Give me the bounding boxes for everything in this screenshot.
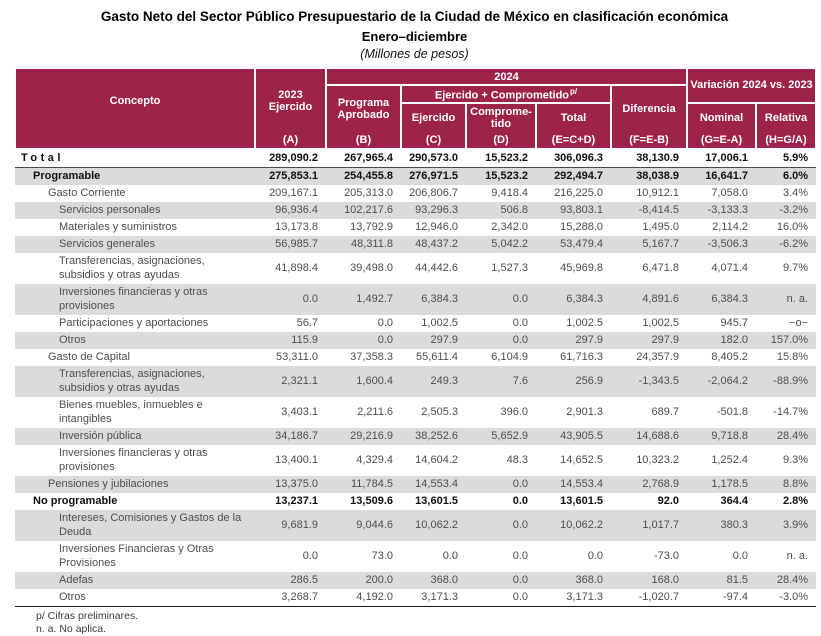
value-cell: −o− <box>789 317 809 330</box>
value-cell: 0.0 <box>512 550 528 563</box>
footnotes <box>14 610 815 636</box>
table-row <box>15 284 816 315</box>
table-row <box>15 202 816 219</box>
value-cell: 13,792.9 <box>350 221 393 234</box>
value-cell: 102,217.6 <box>326 202 401 219</box>
value-cell: 38,252.6 <box>401 428 466 445</box>
concepto-cell: Gasto Corriente <box>48 187 126 200</box>
value-cell: 0.0 <box>512 317 528 330</box>
table-row <box>15 167 816 185</box>
concepto-cell: No programable <box>33 495 118 508</box>
value-cell: 945.7 <box>720 317 749 330</box>
value-cell: 10,323.2 <box>636 454 680 467</box>
value-cell: 1,600.4 <box>326 366 401 397</box>
value-cell: 2,505.3 <box>421 406 458 419</box>
value-cell: 267,965.4 <box>326 149 401 168</box>
concepto-cell: Transferencias, asignaciones, subsidios y otras ayudas <box>15 366 255 397</box>
value-cell: 6.0% <box>756 167 816 185</box>
value-cell: 8.8% <box>756 476 816 493</box>
value-cell: 2.8% <box>782 495 809 508</box>
header-total-letter: (E=C+D) <box>551 133 596 146</box>
value-cell: -2,064.2 <box>687 366 756 397</box>
concepto-cell: Participaciones y aportaciones <box>59 317 209 330</box>
value-cell: 3.4% <box>782 187 809 200</box>
value-cell: 5,167.7 <box>611 236 687 253</box>
value-cell: -6.2% <box>756 236 816 253</box>
header-ejercido-letter: (C) <box>425 133 442 146</box>
page-subtitle-period: Enero–diciembre <box>361 29 468 44</box>
value-cell: 16,641.7 <box>687 167 756 185</box>
value-cell: 0.0 <box>466 589 536 607</box>
value-cell: 115.9 <box>255 332 326 349</box>
value-cell: 157.0% <box>756 332 816 349</box>
value-cell: 5,652.9 <box>466 428 536 445</box>
value-cell: 1,017.7 <box>611 510 687 541</box>
header-relativa-letter: (H=G/A) <box>765 133 807 146</box>
concepto-cell: Inversiones financieras y otras provisiones <box>59 447 208 474</box>
header-variacion-label: Variación 2024 vs. 2023 <box>690 79 813 92</box>
concepto-cell: Otros <box>15 589 255 607</box>
value-cell: 506.8 <box>466 202 536 219</box>
value-cell: 93,296.3 <box>401 202 466 219</box>
concepto-cell: Inversiones Financieras y Otras Provisiones <box>59 543 214 570</box>
header-comprometido-letter: (D) <box>493 133 509 146</box>
value-cell: 8,405.2 <box>711 351 749 364</box>
value-cell: 11,784.5 <box>326 476 401 493</box>
value-cell: 10,062.2 <box>536 510 611 541</box>
value-cell: 2,901.3 <box>566 406 603 419</box>
table-row <box>15 236 816 253</box>
value-cell: 16.0% <box>776 221 809 234</box>
value-cell: 2,768.9 <box>611 476 687 493</box>
header-ejercido-comprometido-label: Ejercido + Comprometido <box>434 89 570 102</box>
table-row <box>15 476 816 493</box>
concepto-cell: Bienes muebles, inmuebles e intangibles <box>59 399 203 426</box>
value-cell: 289,090.2 <box>255 149 326 168</box>
value-cell: 43,905.5 <box>536 428 611 445</box>
value-cell: -3.2% <box>756 202 816 219</box>
value-cell: 15.8% <box>776 351 809 364</box>
header-concepto-label: Concepto <box>109 94 161 107</box>
value-cell: 15,523.2 <box>466 149 536 168</box>
footnote-preliminares: p/ Cifras preliminares. <box>36 609 139 622</box>
value-cell: -8,414.5 <box>611 202 687 219</box>
value-cell: 216,225.0 <box>554 187 603 200</box>
value-cell: 1,002.5 <box>566 317 603 330</box>
value-cell: 286.5 <box>255 572 326 589</box>
value-cell: 182.0 <box>687 332 756 349</box>
value-cell: 0.0 <box>377 317 393 330</box>
value-cell: 13,375.0 <box>255 476 326 493</box>
value-cell: 276,971.5 <box>401 167 466 185</box>
value-cell: 206,806.7 <box>409 187 458 200</box>
value-cell: n. a. <box>786 550 809 563</box>
value-cell: 13,601.5 <box>415 495 458 508</box>
table-body <box>15 149 816 607</box>
value-cell: 38,130.9 <box>611 149 687 168</box>
value-cell: -3.0% <box>756 589 816 607</box>
table-row <box>15 510 816 541</box>
concepto-cell: Otros <box>15 332 255 349</box>
value-cell: 6,104.9 <box>491 351 528 364</box>
header-2023-letter: (A) <box>282 133 299 146</box>
value-cell: 0.0 <box>732 550 749 563</box>
units-note: (Millones de pesos) <box>360 47 469 61</box>
value-cell: 1,495.0 <box>642 221 680 234</box>
value-cell: 1,002.5 <box>642 317 680 330</box>
value-cell: 1,002.5 <box>421 317 458 330</box>
value-cell: 81.5 <box>687 572 756 589</box>
value-cell: 6,384.3 <box>536 284 611 315</box>
value-cell: 28.4% <box>756 428 816 445</box>
value-cell: 6,384.3 <box>687 284 756 315</box>
header-diferencia-letter: (F=E-B) <box>629 133 669 146</box>
value-cell: 3.9% <box>756 510 816 541</box>
value-cell: 55,611.4 <box>415 351 458 364</box>
header-programa-letter: (B) <box>355 133 372 146</box>
header-programa-aprobado <box>326 85 401 149</box>
value-cell: 1,178.5 <box>687 476 756 493</box>
value-cell: 209,167.1 <box>269 187 318 200</box>
value-cell: -14.7% <box>773 406 809 419</box>
value-cell: 53,479.4 <box>536 236 611 253</box>
value-cell: 14,688.6 <box>611 428 687 445</box>
value-cell: 1,527.3 <box>491 262 528 275</box>
value-cell: 29,216.9 <box>326 428 401 445</box>
value-cell: 4,071.4 <box>711 262 749 275</box>
value-cell: 10,912.1 <box>636 187 680 200</box>
value-cell: 2,211.6 <box>357 406 393 419</box>
header-diferencia <box>611 85 687 149</box>
value-cell: 0.0 <box>442 550 458 563</box>
value-cell: 7,058.0 <box>711 187 749 200</box>
concepto-cell: Programable <box>15 167 255 185</box>
footnote-no-aplica: n. a. No aplica. <box>36 622 107 635</box>
header-group-variacion <box>687 68 816 103</box>
value-cell: 14,553.4 <box>401 476 466 493</box>
value-cell: 6,471.8 <box>642 262 680 275</box>
table-row <box>15 219 816 236</box>
table-row <box>15 445 816 476</box>
value-cell: 56,985.7 <box>255 236 326 253</box>
value-cell: 0.0 <box>466 510 536 541</box>
value-cell: -3,506.3 <box>687 236 756 253</box>
concepto-cell: Materiales y suministros <box>59 221 177 234</box>
concepto-cell: Servicios generales <box>15 236 255 253</box>
value-cell: 13,509.6 <box>350 495 393 508</box>
value-cell: -97.4 <box>687 589 756 607</box>
value-cell: n. a. <box>756 284 816 315</box>
header-nominal-label: Nominal <box>699 112 744 125</box>
value-cell: 2,114.2 <box>712 221 749 234</box>
value-cell: 4,192.0 <box>326 589 401 607</box>
value-cell: 297.9 <box>536 332 611 349</box>
concepto-cell: Adefas <box>15 572 255 589</box>
value-cell: 0.0 <box>255 284 326 315</box>
value-cell: 6,384.3 <box>401 284 466 315</box>
value-cell: 53,311.0 <box>275 351 318 364</box>
value-cell: -501.8 <box>716 406 749 419</box>
header-comprometido <box>466 103 536 149</box>
value-cell: 0.0 <box>466 476 536 493</box>
header-relativa-label: Relativa <box>764 112 808 125</box>
value-cell: 9,681.9 <box>255 510 326 541</box>
value-cell: 368.0 <box>401 572 466 589</box>
value-cell: 61,716.3 <box>560 351 603 364</box>
value-cell: 380.3 <box>687 510 756 541</box>
value-cell: 275,853.1 <box>255 167 326 185</box>
value-cell: 34,186.7 <box>255 428 326 445</box>
value-cell: 1,492.7 <box>326 284 401 315</box>
header-diferencia-label: Diferencia <box>622 103 676 116</box>
value-cell: 205,313.0 <box>344 187 393 200</box>
header-group-2024: 2024 <box>326 68 687 85</box>
table-row <box>15 589 816 607</box>
value-cell: 44,442.6 <box>415 262 458 275</box>
value-cell: 13,400.1 <box>275 454 318 467</box>
value-cell: 93,803.1 <box>536 202 611 219</box>
footnote-marker: p/ <box>570 87 578 96</box>
value-cell: 297.9 <box>611 332 687 349</box>
header-ejercido <box>401 103 466 149</box>
value-cell: 9,418.4 <box>491 187 528 200</box>
concepto-cell: Pensiones y jubilaciones <box>15 476 255 493</box>
table-row <box>15 493 816 510</box>
header-concepto <box>15 68 255 149</box>
header-comprometido-label: Comprome-tido <box>470 106 532 131</box>
concepto-cell: Total <box>15 149 255 168</box>
value-cell: -1,020.7 <box>611 589 687 607</box>
table-row <box>15 315 816 332</box>
value-cell: 13,601.5 <box>560 495 603 508</box>
value-cell: 3,171.3 <box>536 589 611 607</box>
table-header <box>15 68 816 149</box>
table-row <box>15 428 816 445</box>
budget-table <box>14 67 817 607</box>
value-cell: 13,237.1 <box>275 495 318 508</box>
value-cell: 3,171.3 <box>401 589 466 607</box>
value-cell: 48,311.8 <box>326 236 401 253</box>
value-cell: 5.9% <box>756 149 816 168</box>
value-cell: 15,523.2 <box>466 167 536 185</box>
header-ejercido-label: Ejercido <box>411 112 456 125</box>
value-cell: 17,006.1 <box>687 149 756 168</box>
value-cell: 9,044.6 <box>326 510 401 541</box>
value-cell: 10,062.2 <box>401 510 466 541</box>
header-relativa <box>756 103 816 149</box>
value-cell: 14,652.5 <box>560 454 603 467</box>
concepto-cell: Inversión pública <box>15 428 255 445</box>
header-2023-label: 2023 Ejercido <box>268 88 313 113</box>
table-row <box>15 366 816 397</box>
concepto-cell: Intereses, Comisiones y Gastos de la Deuda <box>15 510 255 541</box>
value-cell: 48.3 <box>506 454 528 467</box>
header-2023-ejercido <box>255 68 326 149</box>
concepto-cell: Inversiones financieras y otras provisiones <box>15 284 255 315</box>
page-title: Gasto Neto del Sector Público Presupuestario de la Ciudad de México en clasificación económica <box>100 9 729 24</box>
table-row <box>15 397 816 428</box>
concepto-cell: Gasto de Capital <box>48 351 130 364</box>
value-cell: 0.0 <box>466 572 536 589</box>
value-cell: 689.7 <box>651 406 680 419</box>
value-cell: 0.0 <box>466 284 536 315</box>
value-cell: 396.0 <box>500 406 528 419</box>
header-nominal-letter: (G=E-A) <box>700 133 743 146</box>
value-cell: 364.4 <box>720 495 749 508</box>
table-row <box>15 572 816 589</box>
value-cell: 9,718.8 <box>687 428 756 445</box>
value-cell: 5,042.2 <box>466 236 536 253</box>
value-cell: 256.9 <box>536 366 611 397</box>
value-cell: 3,403.1 <box>281 406 318 419</box>
value-cell: 12,946.0 <box>415 221 458 234</box>
table-row <box>15 541 816 572</box>
value-cell: 45,969.8 <box>560 262 603 275</box>
concepto-cell: Transferencias, asignaciones, subsidios y otras ayudas <box>59 255 205 282</box>
value-cell: 2,342.0 <box>491 221 528 234</box>
value-cell: 48,437.2 <box>401 236 466 253</box>
value-cell: 0.0 <box>512 495 528 508</box>
table-row <box>15 185 816 202</box>
value-cell: 38,038.9 <box>611 167 687 185</box>
value-cell: 41,898.4 <box>275 262 318 275</box>
value-cell: 56.7 <box>296 317 318 330</box>
value-cell: -88.9% <box>756 366 816 397</box>
value-cell: -3,133.3 <box>687 202 756 219</box>
value-cell: 73.0 <box>371 550 393 563</box>
header-nominal <box>687 103 756 149</box>
value-cell: 292,494.7 <box>536 167 611 185</box>
value-cell: 3,268.7 <box>255 589 326 607</box>
value-cell: 92.0 <box>657 495 680 508</box>
value-cell: 200.0 <box>326 572 401 589</box>
value-cell: 0.0 <box>302 550 318 563</box>
value-cell: 24,357.9 <box>636 351 680 364</box>
value-cell: 39,498.0 <box>350 262 393 275</box>
value-cell: 4,891.6 <box>611 284 687 315</box>
title-block <box>14 7 815 63</box>
concepto-cell: Servicios personales <box>15 202 255 219</box>
table-row <box>15 253 816 284</box>
value-cell: 0.0 <box>326 332 401 349</box>
value-cell: 14,604.2 <box>415 454 458 467</box>
header-group-ejercido-comprometido <box>401 85 611 103</box>
value-cell: 14,553.4 <box>536 476 611 493</box>
table-row <box>15 349 816 366</box>
value-cell: 254,455.8 <box>326 167 401 185</box>
table-row <box>15 149 816 168</box>
value-cell: 306,096.3 <box>536 149 611 168</box>
value-cell: -1,343.5 <box>611 366 687 397</box>
value-cell: 13,173.8 <box>275 221 318 234</box>
value-cell: 1,252.4 <box>711 454 749 467</box>
value-cell: 9.3% <box>782 454 809 467</box>
value-cell: -73.0 <box>653 550 680 563</box>
table-row <box>15 332 816 349</box>
value-cell: 0.0 <box>587 550 603 563</box>
value-cell: 168.0 <box>611 572 687 589</box>
value-cell: 15,288.0 <box>560 221 603 234</box>
value-cell: 249.3 <box>401 366 466 397</box>
value-cell: 9.7% <box>782 262 809 275</box>
header-programa-label: Programa Aprobado <box>337 97 390 122</box>
header-total <box>536 103 611 149</box>
value-cell: 37,358.3 <box>350 351 393 364</box>
value-cell: 7.6 <box>466 366 536 397</box>
value-cell: 290,573.0 <box>401 149 466 168</box>
value-cell: 2,321.1 <box>255 366 326 397</box>
header-total-label: Total <box>560 112 587 125</box>
value-cell: 4,329.4 <box>356 454 393 467</box>
value-cell: 28.4% <box>756 572 816 589</box>
value-cell: 297.9 <box>401 332 466 349</box>
value-cell: 0.0 <box>466 332 536 349</box>
value-cell: 96,936.4 <box>255 202 326 219</box>
value-cell: 368.0 <box>536 572 611 589</box>
